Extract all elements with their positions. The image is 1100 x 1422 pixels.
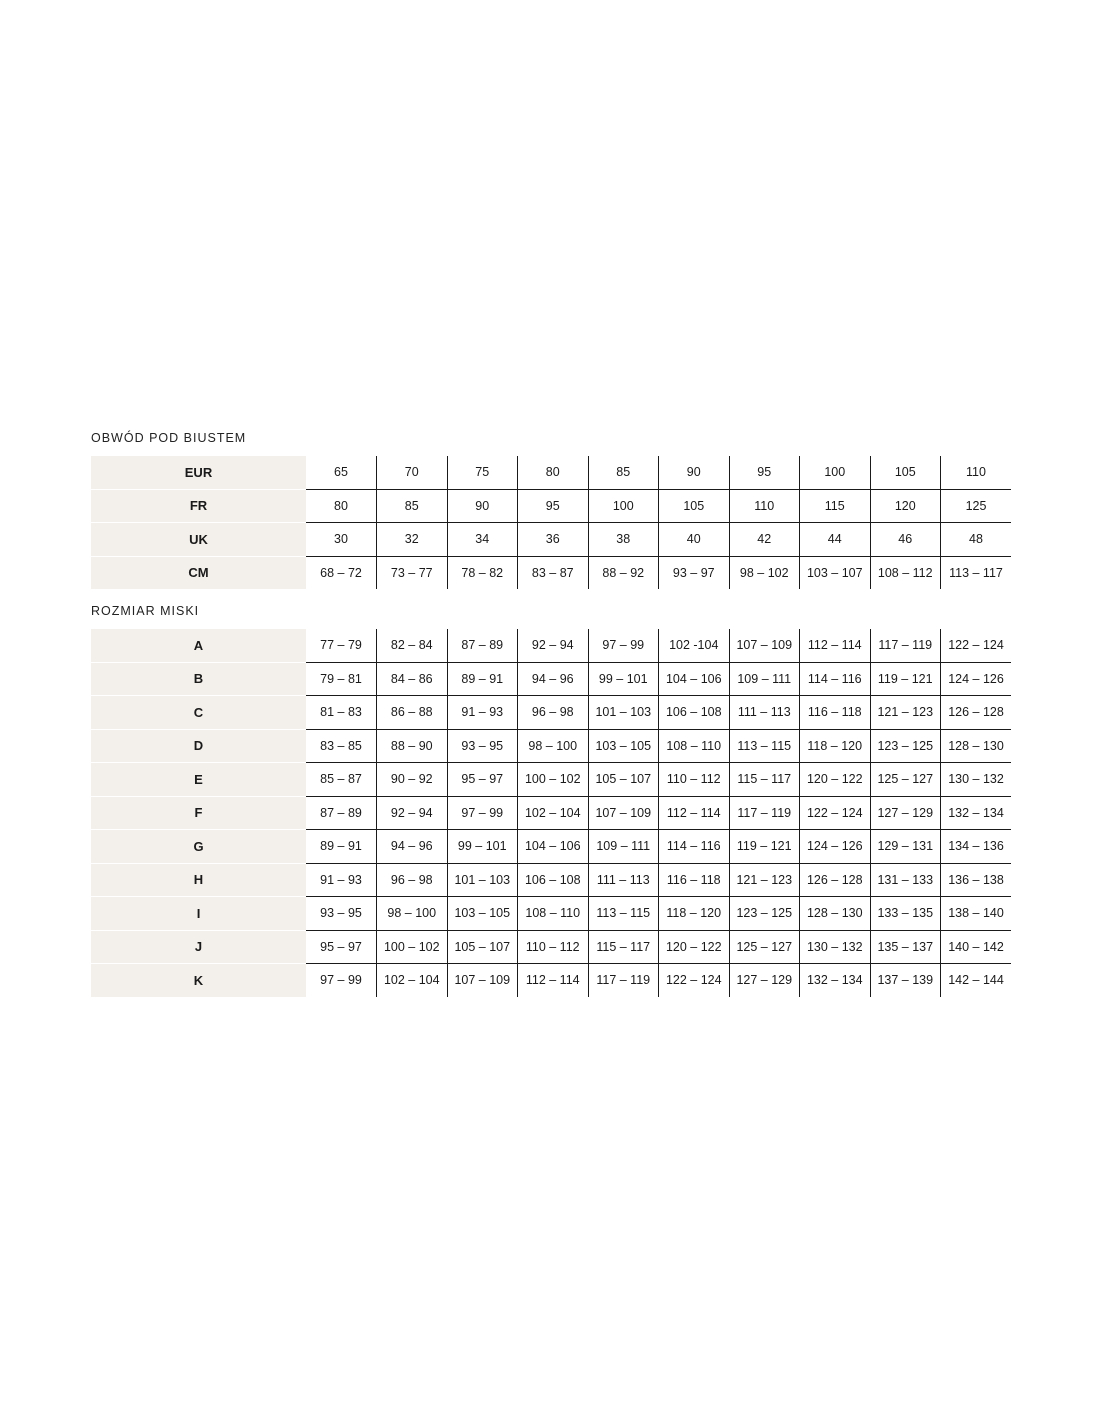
table-cell: 124 – 126 <box>800 830 871 864</box>
table-cell: 119 – 121 <box>729 830 800 864</box>
table-cell: 102 – 104 <box>518 796 589 830</box>
table-cell: 91 – 93 <box>306 863 377 897</box>
cup-size-row <box>91 696 1011 730</box>
band-size-row <box>91 556 1011 589</box>
table-cell: 123 – 125 <box>729 897 800 931</box>
table-cell: 65 <box>306 456 377 489</box>
table-cell: 110 – 112 <box>659 763 730 797</box>
table-cell: 130 – 132 <box>800 930 871 964</box>
table-cell: 116 – 118 <box>659 863 730 897</box>
table-cell: 44 <box>800 523 871 557</box>
table-cell: 133 – 135 <box>870 897 941 931</box>
cup-size-row <box>91 729 1011 763</box>
table-cell: 106 – 108 <box>659 696 730 730</box>
row-label: A <box>91 629 306 662</box>
cup-size-row <box>91 629 1011 662</box>
table-cell: 108 – 110 <box>518 897 589 931</box>
table-cell: 107 – 109 <box>588 796 659 830</box>
table-cell: 122 – 124 <box>800 796 871 830</box>
table-cell: 126 – 128 <box>800 863 871 897</box>
row-label: G <box>91 830 306 864</box>
table-cell: 101 – 103 <box>447 863 518 897</box>
table-cell: 127 – 129 <box>729 964 800 997</box>
table-cell: 117 – 119 <box>870 629 941 662</box>
table-cell: 107 – 109 <box>729 629 800 662</box>
row-label: J <box>91 930 306 964</box>
table-cell: 99 – 101 <box>447 830 518 864</box>
table-cell: 109 – 111 <box>729 662 800 696</box>
table-cell: 106 – 108 <box>518 863 589 897</box>
table-cell: 142 – 144 <box>941 964 1012 997</box>
table-cell: 125 – 127 <box>729 930 800 964</box>
table-cell: 73 – 77 <box>377 556 448 589</box>
table-cell: 36 <box>518 523 589 557</box>
table-cell: 117 – 119 <box>588 964 659 997</box>
table-cell: 108 – 112 <box>870 556 941 589</box>
table-cell: 103 – 105 <box>447 897 518 931</box>
cup-size-row <box>91 796 1011 830</box>
table-cell: 84 – 86 <box>377 662 448 696</box>
band-size-table <box>91 456 1011 589</box>
cup-size-row <box>91 964 1011 997</box>
table-cell: 94 – 96 <box>377 830 448 864</box>
table-cell: 81 – 83 <box>306 696 377 730</box>
row-label: F <box>91 796 306 830</box>
table-cell: 130 – 132 <box>941 763 1012 797</box>
table-cell: 42 <box>729 523 800 557</box>
table-cell: 113 – 115 <box>729 729 800 763</box>
table-cell: 68 – 72 <box>320 565 362 580</box>
band-size-row <box>91 523 1011 557</box>
table-cell: 107 – 109 <box>447 964 518 997</box>
table-cell: 112 – 114 <box>518 964 589 997</box>
table-cell: 120 – 122 <box>800 763 871 797</box>
table-cell: 109 – 111 <box>588 830 659 864</box>
table-cell: 98 – 102 <box>729 556 800 589</box>
row-label: B <box>91 662 306 696</box>
table-cell: 128 – 130 <box>941 729 1012 763</box>
row-label: UK <box>91 523 306 557</box>
row-label: EUR <box>91 456 306 489</box>
table-cell: 82 – 84 <box>377 629 448 662</box>
table-cell: 88 – 92 <box>588 556 659 589</box>
table-cell: 108 – 110 <box>659 729 730 763</box>
table-cell: 131 – 133 <box>870 863 941 897</box>
table-cell: 101 – 103 <box>588 696 659 730</box>
table-cell: 90 <box>659 456 730 489</box>
table-cell: 118 – 120 <box>659 897 730 931</box>
table-cell: 102 – 104 <box>377 964 448 997</box>
table-cell: 111 – 113 <box>588 863 659 897</box>
table-cell: 114 – 116 <box>800 662 871 696</box>
table-cell: 123 – 125 <box>870 729 941 763</box>
table-cell: 93 – 95 <box>447 729 518 763</box>
table-cell: 116 – 118 <box>800 696 871 730</box>
table-cell: 111 – 113 <box>729 696 800 730</box>
cup-size-row <box>91 930 1011 964</box>
table-cell: 122 – 124 <box>941 629 1012 662</box>
table-cell: 97 – 99 <box>588 629 659 662</box>
table-cell: 121 – 123 <box>729 863 800 897</box>
table-cell: 90 <box>447 489 518 523</box>
table-cell: 40 <box>659 523 730 557</box>
table-cell: 128 – 130 <box>800 897 871 931</box>
row-label: D <box>91 729 306 763</box>
band-size-row <box>91 456 1011 489</box>
table-cell: 117 – 119 <box>729 796 800 830</box>
table-cell: 136 – 138 <box>941 863 1012 897</box>
table-cell: 92 – 94 <box>518 629 589 662</box>
row-label: FR <box>91 489 306 523</box>
table-cell: 80 <box>518 456 589 489</box>
table-cell: 105 – 107 <box>588 763 659 797</box>
table-cell: 105 <box>659 489 730 523</box>
table-cell: 98 – 100 <box>518 729 589 763</box>
table-cell: 115 – 117 <box>588 930 659 964</box>
table-cell: 30 <box>306 523 377 557</box>
table-cell: 132 – 134 <box>800 964 871 997</box>
size-chart <box>91 426 1011 997</box>
table-cell: 83 – 87 <box>518 556 589 589</box>
table-cell: 105 <box>870 456 941 489</box>
table-cell: 100 – 102 <box>377 930 448 964</box>
band-size-row <box>91 489 1011 523</box>
table-cell: 122 – 124 <box>659 964 730 997</box>
cup-size-table <box>91 629 1011 997</box>
table-cell: 118 – 120 <box>800 729 871 763</box>
cup-size-row <box>91 830 1011 864</box>
table-cell: 103 – 107 <box>800 556 871 589</box>
table-cell: 96 – 98 <box>377 863 448 897</box>
table-cell: 95 <box>518 489 589 523</box>
table-cell: 104 – 106 <box>659 662 730 696</box>
cup-section-title: ROZMIAR MISKI <box>91 604 200 618</box>
cup-size-row <box>91 763 1011 797</box>
table-cell: 95 <box>729 456 800 489</box>
table-cell: 95 – 97 <box>447 763 518 797</box>
table-cell: 86 – 88 <box>377 696 448 730</box>
table-cell: 115 – 117 <box>729 763 800 797</box>
row-label: K <box>91 964 306 997</box>
table-cell: 126 – 128 <box>941 696 1012 730</box>
table-cell: 77 – 79 <box>306 629 377 662</box>
table-cell: 98 – 100 <box>377 897 448 931</box>
table-cell: 102 -104 <box>659 629 730 662</box>
table-cell: 90 – 92 <box>377 763 448 797</box>
table-cell: 112 – 114 <box>659 796 730 830</box>
row-label: E <box>91 763 306 797</box>
table-cell: 96 – 98 <box>518 696 589 730</box>
table-cell: 85 – 87 <box>306 763 377 797</box>
table-cell: 132 – 134 <box>941 796 1012 830</box>
row-label: CM <box>91 556 306 589</box>
table-cell: 103 – 105 <box>588 729 659 763</box>
table-cell: 100 <box>588 489 659 523</box>
row-label: C <box>91 696 306 730</box>
band-section-title: OBWÓD POD BIUSTEM <box>91 431 247 445</box>
table-cell: 79 – 81 <box>306 662 377 696</box>
table-cell: 120 <box>870 489 941 523</box>
table-cell: 100 – 102 <box>518 763 589 797</box>
table-cell: 124 – 126 <box>941 662 1012 696</box>
table-cell: 119 – 121 <box>870 662 941 696</box>
table-cell: 48 <box>941 523 1012 557</box>
table-cell: 88 – 90 <box>377 729 448 763</box>
table-cell: 87 – 89 <box>306 796 377 830</box>
table-cell: 89 – 91 <box>306 830 377 864</box>
table-cell: 83 – 85 <box>306 729 377 763</box>
table-cell: 137 – 139 <box>870 964 941 997</box>
table-cell: 115 <box>800 489 871 523</box>
table-cell: 46 <box>870 523 941 557</box>
table-cell: 120 – 122 <box>659 930 730 964</box>
table-cell: 113 – 117 <box>941 556 1012 589</box>
table-cell: 138 – 140 <box>941 897 1012 931</box>
table-cell: 34 <box>447 523 518 557</box>
table-cell: 105 – 107 <box>447 930 518 964</box>
table-cell: 94 – 96 <box>518 662 589 696</box>
table-cell: 127 – 129 <box>870 796 941 830</box>
table-cell: 38 <box>588 523 659 557</box>
table-cell: 121 – 123 <box>870 696 941 730</box>
table-cell: 135 – 137 <box>870 930 941 964</box>
table-cell: 85 <box>588 456 659 489</box>
cup-size-row <box>91 897 1011 931</box>
table-cell: 104 – 106 <box>518 830 589 864</box>
table-cell: 78 – 82 <box>447 556 518 589</box>
table-cell: 112 – 114 <box>800 629 871 662</box>
table-cell: 113 – 115 <box>588 897 659 931</box>
table-cell: 93 – 97 <box>659 556 730 589</box>
row-label: I <box>91 897 306 931</box>
table-cell: 75 <box>447 456 518 489</box>
row-label: H <box>91 863 306 897</box>
table-cell: 140 – 142 <box>941 930 1012 964</box>
table-cell: 110 – 112 <box>518 930 589 964</box>
table-cell: 110 <box>941 456 1012 489</box>
table-cell: 93 – 95 <box>306 897 377 931</box>
table-cell: 80 <box>306 489 377 523</box>
table-cell: 110 <box>729 489 800 523</box>
table-cell: 92 – 94 <box>377 796 448 830</box>
table-cell: 89 – 91 <box>447 662 518 696</box>
table-cell: 85 <box>377 489 448 523</box>
table-cell: 91 – 93 <box>447 696 518 730</box>
table-cell: 114 – 116 <box>659 830 730 864</box>
table-cell: 125 <box>941 489 1012 523</box>
table-cell: 97 – 99 <box>447 796 518 830</box>
table-cell: 95 – 97 <box>306 930 377 964</box>
table-cell: 129 – 131 <box>870 830 941 864</box>
cup-size-row <box>91 662 1011 696</box>
table-cell: 125 – 127 <box>870 763 941 797</box>
table-cell: 87 – 89 <box>447 629 518 662</box>
cup-size-row <box>91 863 1011 897</box>
table-cell: 134 – 136 <box>941 830 1012 864</box>
table-cell: 70 <box>377 456 448 489</box>
table-cell: 99 – 101 <box>588 662 659 696</box>
table-cell: 100 <box>800 456 871 489</box>
table-cell: 97 – 99 <box>320 973 362 988</box>
table-cell: 32 <box>377 523 448 557</box>
